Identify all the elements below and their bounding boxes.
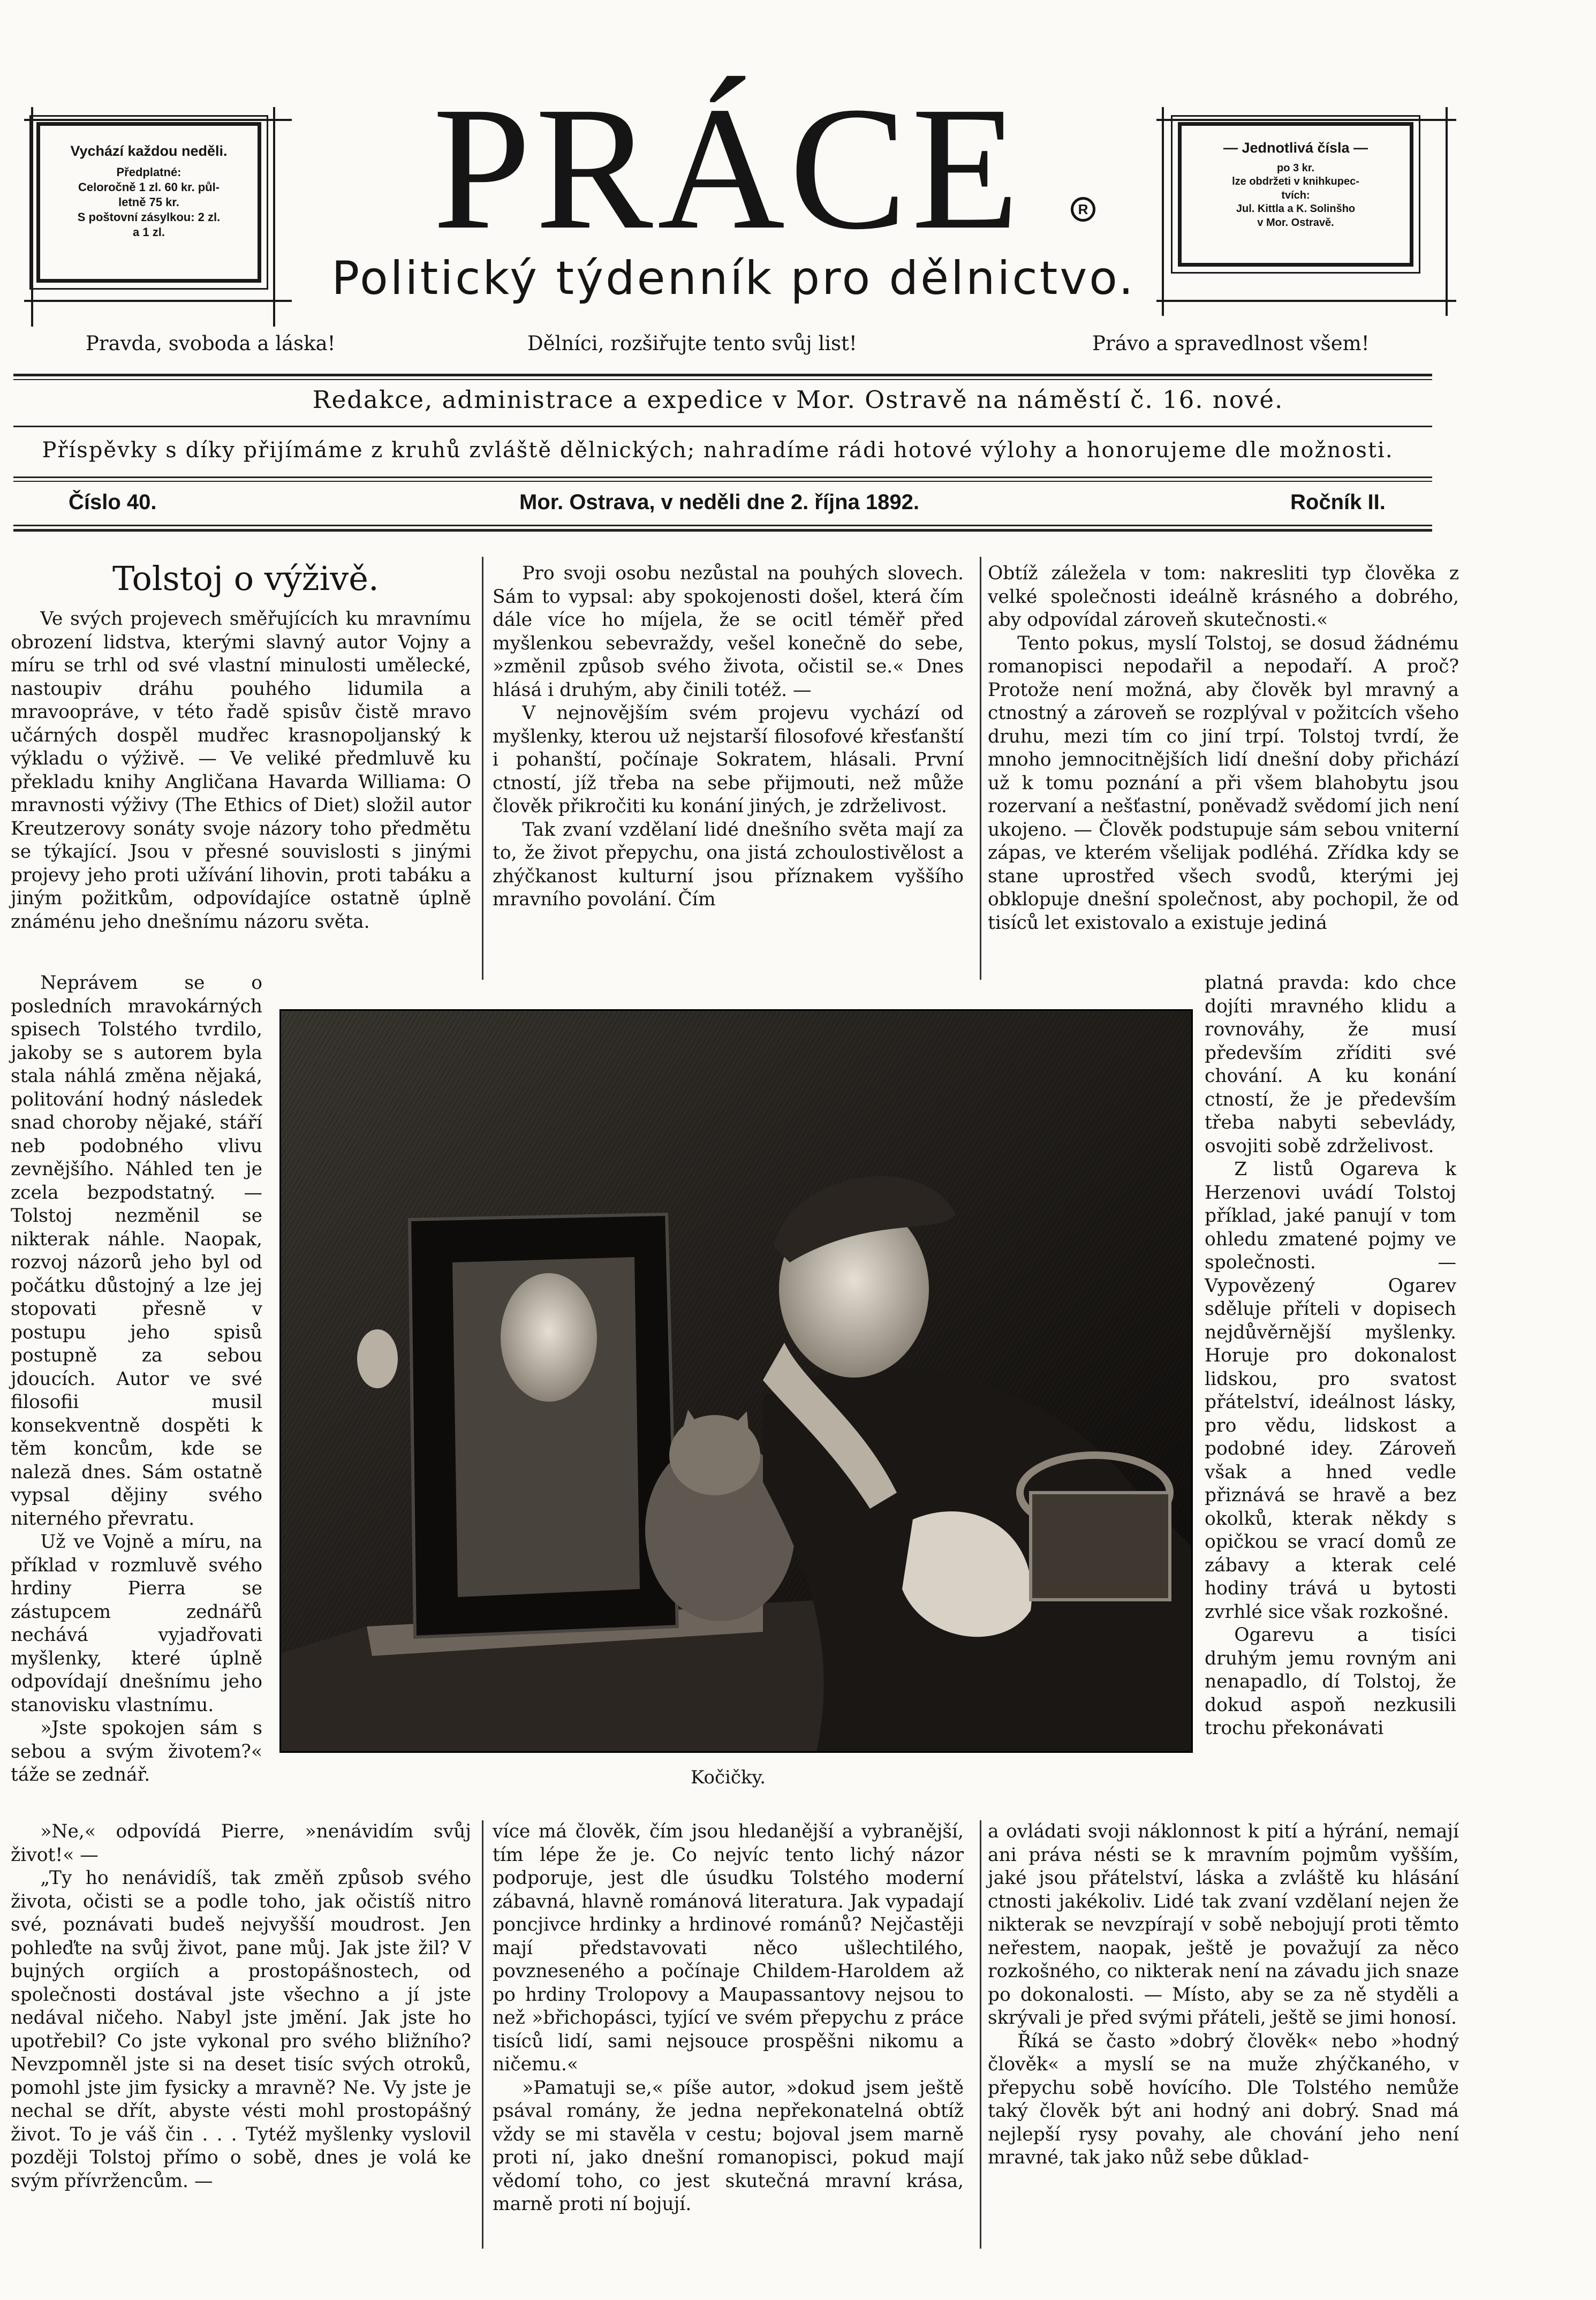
column-3-top bbox=[988, 562, 1459, 935]
registered-mark: R bbox=[1071, 197, 1095, 222]
editorial-address: Redakce, administrace a expedice v Mor. Ostravě na náměstí č. 16. nové. bbox=[312, 385, 1284, 414]
header-rule bbox=[13, 481, 1432, 482]
issue-number: Číslo 40. bbox=[69, 490, 157, 514]
paragraph: Už ve Vojně a míru, na příklad v rozmluvě svého hrdiny Pierra se zástupcem zednářů nechává vyjadřovati myšlenky, které úplně odpovídají dnešnímu jeho stanovisku vlastnímu. bbox=[11, 1531, 262, 1716]
column-1-top bbox=[11, 608, 471, 934]
engraving-picture bbox=[279, 1009, 1193, 1753]
paragraph: Obtíž záležela v tom: nakresliti typ člověka z velké společnosti ideálně krásného a dobrého, aby odpovídal zároveň skutečnosti.« bbox=[988, 563, 1459, 631]
column-rule bbox=[980, 1820, 981, 2249]
column-3-bottom bbox=[988, 1820, 1459, 2170]
frame-line bbox=[1162, 107, 1164, 316]
paragraph: Neprávem se o posledních mravokárných spisech Tolstého tvrdilo, jakoby se s autorem byla stala náhlá změna nějaká, politování hodný následek snad choroby nějaké, stáří neb podobného vlivu zevnějšího. Náhled ten je zcela bezpodstatný. — Tolstoj nezměnil se nikterak náhle. Naopak, rozvoj názorů jeho byl od počátku důstojný a lze jej stopovati přesně v postupu jeho spisů postupně za sebou jdoucích. Autor ve své filosofii musil konsekventně dospěti k těm koncům, kde se naleză dnes. Sám ostatně vypsal dějiny svého niterného převratu. bbox=[11, 972, 262, 1530]
column-3-wrap bbox=[1205, 972, 1456, 1741]
header-rule bbox=[13, 476, 1432, 478]
newspaper-title: PRÁCE bbox=[433, 71, 1024, 266]
paragraph: „Ty ho nenávidíš, tak změň způsob svého života, očisti se a podle toho, jak očistíš nitro své, poznávati budeš nejvyšší moudrost. Jen pohleďte na svůj život, pane můj. Jak jste žil? V bujných orgiích a prostopášnostech, od společnosti dostával jste všechno a jí jste nedával ničeho. Nabyl jste jmění. Jak jste ho upotřebil? Co jste vykonal pro svého bližního? Nevzpomněl jste si na deset tisíc svých otroků, pomohl jste jim fysicky a mravně? Ne. Vy jste je nechal se dřít, abyste vésti mohl prostopášný život. To je váš čin . . . Tytéž myšlenky vyslovil později Tolstoj přímo o sobě, dnes je volá ke svým přívržencům. — bbox=[11, 1867, 471, 2192]
column-rule bbox=[980, 557, 981, 980]
header-rule bbox=[13, 374, 1432, 376]
header-rule bbox=[13, 525, 1432, 526]
paragraph: Říká se často »dobrý člověk« nebo »hodný člověk« a myslí se na muže zhýčkaného, v přepychu sobě hovícího. Dle Tolstého nemůže taký člověk být ani hodný ani dobrý. Snad má nejlepší rysy povahy, ale chování jeho není mravné, tak jako nůž sebe důklad- bbox=[988, 2030, 1459, 2168]
box-line: v Mor. Ostravě. bbox=[1257, 216, 1334, 229]
contributions-note: Příspěvky s díky přijímáme z kruhů zvláště dělnických; nahradíme rádi hotové výlohy a honorujeme dle možnosti. bbox=[42, 438, 1394, 463]
newspaper-subtitle: Politický týdenník pro dělnictvo. bbox=[331, 252, 1136, 305]
paragraph: »Pamatuji se,« píše autor, »dokud jsem ještě psával romány, že jedna nepřekonatelná obtíž vždy se mi stavěla v cestu; bojoval jsem marně proti ní, jako dnešní romanopisci, pokud mají vědomí toho, co jest skutečná mravní krása, marně proti ní bojují. bbox=[493, 2077, 964, 2215]
picture-caption: Kočičky. bbox=[691, 1767, 766, 1788]
subscription-box bbox=[36, 122, 261, 283]
column-2-top bbox=[493, 562, 964, 912]
box-line: lze obdržeti v knihkupec- bbox=[1232, 176, 1359, 188]
box-line: tvích: bbox=[1281, 189, 1310, 201]
column-2-bottom bbox=[493, 1820, 964, 2216]
paragraph: platná pravda: kdo chce dojíti mravného klidu a rovnováhy, že musí především zříditi své chování. A ku konání ctností, že je především třeba nabyti sebevlády, osvojiti sobě zdrželivost. bbox=[1205, 972, 1456, 1157]
column-1-wrap bbox=[11, 972, 262, 1787]
header-rule bbox=[13, 529, 1432, 532]
paragraph: více má člověk, čím jsou hledanější a vybranější, tím lépe že je. Co nejvíc tento lichý názor podporuje, jest dle úsudku Tolstého moderní zábavná, hlavně románová literatura. Jak vypadají poncjivce hrdinky a hrdinové románů? Nejčastěji mají představovati něco ušlechtilého, povzneseného a počínaje Childem-Haroldem až po hrdiny Trolopovy a Maupassantovy nejsou to než »břichopásci, tyjící ve svém přepychu z práce tisíců lidí, sami nejsouce prospěšni nikomu a ničemu.« bbox=[493, 1821, 964, 2075]
box-line: a 1 zl. bbox=[133, 225, 165, 239]
issue-date: Mor. Ostrava, v neděli dne 2. října 1892. bbox=[519, 490, 919, 514]
box-line: Předplatné: bbox=[116, 165, 181, 179]
box-line: Jul. Kittla a K. Solinšho bbox=[1236, 203, 1356, 215]
single-copies-box bbox=[1178, 122, 1413, 267]
paragraph: Pro svoji osobu nezůstal na pouhých slovech. Sám to vypsal: aby spokojenosti došel, která čím dále více ho míjela, že se ocitl téměř před myšlenkou sebevraždy, vešel konečně do sebe, »změnil způsob svého života, očistil se.« Dnes hlásá i druhým, aby činili totéž. — bbox=[493, 563, 964, 701]
paragraph: Tento pokus, myslí Tolstoj, se dosud žádnému romanopisci nepodařil a nepodaří. A proč? Protože není možná, aby člověk byl mravný a ctnostný a zároveň se rozplýval v požitcích všeho druhu, mezi tím co jiní trpí. Tolstoj tvrdí, že mnoho jemnocitnějších lidí dnešní doby přichází už k tomu poznání a při všem blahobytu jsou rozervaní a nešťastní, poněvadž svědomí jich není ukojeno. — Člověk podstupuje sám sebou vniterní zápas, ve kterém všelijak podléhá. Zřídka kdy se stane uprostřed všech svodů, kterými jej obklopuje dnešní společnost, aby pochopil, že od tisíců let existovalo a existuje jediná bbox=[988, 632, 1459, 934]
paragraph: a ovládati svoji náklonnost k pití a hýrání, nemají ani práva nésti se k mravním pojmům vyšším, jaké jsou přátelství, láska a zvláště ku hlásání ctnosti jakékoliv. Lidé tak zvaní vzdělaní nejen že nikterak se nevzpírají v sobě nebojují proti těmto neřestem, naopak, ještě je považují za něco rozkošného, co nikterak není na závadu jich snaze po dokonalosti. — Místo, aby se za ně styděli a skrývali je před svými přáteli, ještě se jimi honosí. bbox=[988, 1821, 1459, 2029]
volume-number: Ročník II. bbox=[1290, 490, 1386, 514]
paragraph: V nejnovějším svém projevu vychází od myšlenky, kterou už nejstarší filosofové křesťanští i pohanští, počínaje Sokratem, hlásali. První ctností, jíž třeba na sebe přijmouti, než může člověk přikročiti ku konání jiných, je zdrželivost. bbox=[493, 702, 964, 817]
column-rule bbox=[482, 557, 483, 980]
frame-line bbox=[1446, 107, 1448, 316]
paragraph: Tak zvaní vzdělaní lidé dnešního světa mají za to, že život přepychu, ona jistá zchoulostivělost a zhýčkanost kulturní jsou příznakem vyššího mravního povolání. Čím bbox=[493, 819, 964, 910]
column-1-bottom bbox=[11, 1820, 471, 2193]
header-rule bbox=[13, 379, 1432, 380]
paragraph: Z listů Ogareva k Herzenovi uvádí Tolstoj příklad, jaké panují v tom ohledu zmatené pojmy ve společnosti. — Vypovězený Ogarev sděluje příteli v dopisech nejdůvěrnější myšlenky. Horuje pro dokonalost lidskou, pro svatost přátelství, ideálnost lásky, pro vědu, lidskost a podobné idey. Zároveň však a hned vedle přiznává se hravě a bez okolků, kterak někdy s opičkou se vrací domů ze zábavy a kterak celé hodiny trává u bytosti zvrhlé sice však rozkošné. bbox=[1205, 1159, 1456, 1623]
column-rule bbox=[482, 1820, 483, 2249]
motto-right: Právo a spravedlnost všem! bbox=[1092, 332, 1370, 355]
box-line: Vychází každou neděli. bbox=[70, 143, 228, 159]
box-line: letně 75 kr. bbox=[118, 195, 179, 209]
header-rule bbox=[13, 426, 1432, 427]
box-line: Celoročně 1 zl. 60 kr. půl- bbox=[78, 180, 220, 194]
box-line: S poštovní zásylkou: 2 zl. bbox=[77, 210, 221, 224]
frame-line bbox=[24, 300, 292, 302]
box-line: — Jednotlivá čísla — bbox=[1223, 140, 1368, 156]
frame-line bbox=[31, 107, 33, 327]
frame-line bbox=[1156, 300, 1456, 302]
motto-left: Pravda, svoboda a láska! bbox=[86, 332, 336, 355]
frame-line bbox=[24, 119, 292, 121]
frame-line bbox=[273, 107, 275, 327]
paragraph: Ve svých projevech směřujících ku mravnímu obrození lidstva, kterými slavný autor Vojny a míru se trhl od své vlastní minulosti umělecké, nastoupiv dráhu pouhého lidumila a mravoopráve, v této řadě spisův čistě mravo učárných dospěl mudřec krasnopoljanský k výkladu o výživě. — Ve veliké předmluvě ku překladu knihy Angličana Havarda Williama: O mravnosti výživy (The Ethics of Diet) složil autor Kreutzerovy sonáty svoje názory toho předmětu se týkající. Jsou v přesné souvislosti s jinými projevy jeho proti užívání lihovin, proti tabáku a jiným požitkům, odpovídajíce ostatně úplně známénu jeho dnešnímu názoru světa. bbox=[11, 608, 471, 933]
paragraph: »Jste spokojen sám s sebou a svým životem?« táže se zednář. bbox=[11, 1718, 262, 1785]
frame-line bbox=[1156, 119, 1456, 121]
paragraph: »Ne,« odpovídá Pierre, »nenávidím svůj život!« — bbox=[11, 1821, 471, 1866]
paragraph: Ogarevu a tisíci druhým jemu rovným ani nenapadlo, dí Tolstoj, že dokud aspoň nezkusili trochu překonávati bbox=[1205, 1624, 1456, 1739]
box-line: po 3 kr. bbox=[1276, 162, 1315, 174]
article-title: Tolstoj o výživě. bbox=[112, 559, 379, 598]
engraving-illustration bbox=[281, 1011, 1191, 1751]
motto-center: Dělníci, rozšiřujte tento svůj list! bbox=[527, 332, 857, 355]
